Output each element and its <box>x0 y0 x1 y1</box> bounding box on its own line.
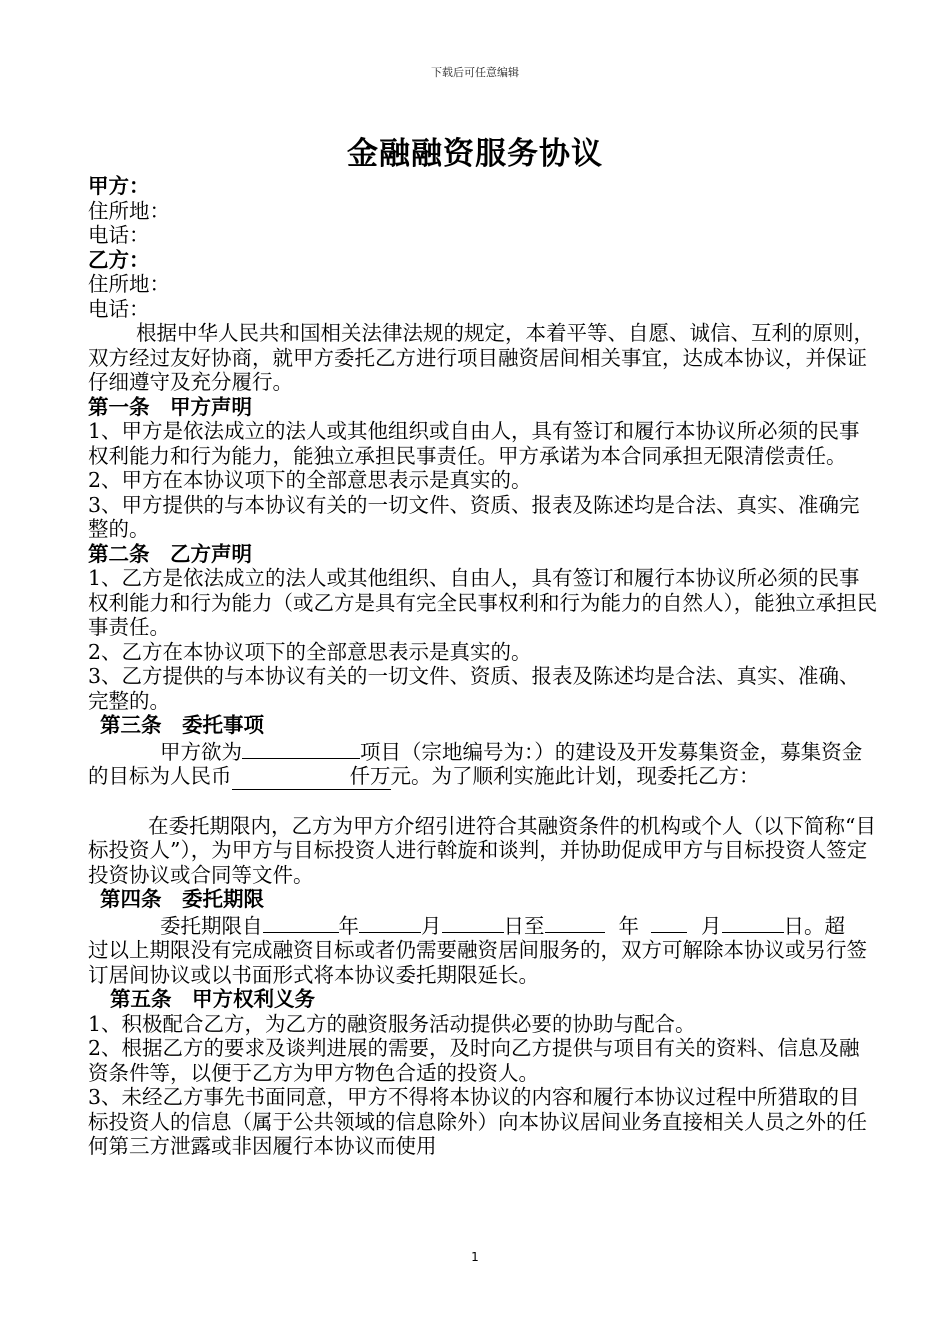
header-note: 下载后可任意编辑 <box>431 66 519 79</box>
end-month-blank <box>651 912 687 933</box>
amount-unit: 仟万 <box>349 764 391 788</box>
article-5-clause-3: 3、未经乙方事先书面同意，甲方不得将本协议的内容和履行本协议过程中所猎取的目标投资人的信息（属于公共领域的信息除外）向本协议居间业务直接相关人员之外的任何第三方泄露或非因履行本协议而使用 <box>88 1085 867 1158</box>
start-month-blank <box>359 912 421 933</box>
start-day-blank <box>442 912 504 933</box>
art3-text-d: 元。为了顺利实施此计划，现委托乙方： <box>390 764 760 788</box>
page-number: 1 <box>471 1250 479 1264</box>
party-b-label: 乙方： <box>88 247 150 272</box>
start-year-blank <box>263 912 339 933</box>
end-year-blank <box>545 912 605 933</box>
art4-month: 月 <box>421 913 442 938</box>
article-5-clause-1: 1、积极配合乙方，为乙方的融资服务活动提供必要的协助与配合。 <box>88 1011 696 1036</box>
article-3-title: 第三条 委托事项 <box>100 713 264 737</box>
article-3-paragraph-1 <box>88 738 878 790</box>
article-2-clause-3: 3、乙方提供的与本协议有关的一切文件、资质、报表及陈述均是合法、真实、准确、完整的。 <box>88 664 860 713</box>
party-a-phone: 电话： <box>88 223 150 247</box>
article-4-paragraph-2: 过以上期限没有完成融资目标或者仍需要融资居间服务的，双方可解除本协议或另行签订居间协议或以书面形式将本协议委托期限延长。 <box>88 938 867 987</box>
party-b-address: 住所地： <box>88 272 170 296</box>
party-a-address: 住所地： <box>88 198 170 223</box>
blank-line <box>88 790 878 814</box>
art3-text-b: 项目（宗地编号为：）的建设及开发募集资金，募集资金的目标为人民币 <box>88 739 863 788</box>
article-4-title: 第四条 委托期限 <box>100 887 264 911</box>
article-1-title: 第一条 甲方声明 <box>88 394 252 419</box>
end-day-blank <box>722 912 784 933</box>
project-name-blank <box>242 738 360 759</box>
art4-day-to: 日至 <box>503 913 545 938</box>
document-title: 金融融资服务协议 <box>347 136 603 172</box>
article-1-clause-3: 3、甲方提供的与本协议有关的一切文件、资质、报表及陈述均是合法、真实、准确完整的。 <box>88 492 860 541</box>
article-5-title: 第五条 甲方权利义务 <box>110 987 315 1011</box>
art4-month2: 月 <box>701 913 722 938</box>
article-2-clause-2: 2、乙方在本协议项下的全部意思表示是真实的。 <box>88 639 532 664</box>
art4-text-a: 委托期限自 <box>160 913 263 938</box>
art3-text-a: 甲方欲为 <box>160 739 242 764</box>
art4-year: 年 <box>338 913 359 938</box>
party-b-phone: 电话： <box>88 296 150 321</box>
article-2-clause-1: 1、乙方是依法成立的法人或其他组织、自由人，具有签订和履行本协议所必须的民事权利能力和行为能力（或乙方是具有完全民事权利和行为能力的自然人），能独立承担民事责任。 <box>88 566 878 639</box>
article-4-period-line <box>88 912 878 939</box>
article-1-clause-2: 2、甲方在本协议项下的全部意思表示是真实的。 <box>88 468 532 492</box>
article-1-clause-1: 1、甲方是依法成立的法人或其他组织或自由人，具有签订和履行本协议所必须的民事权利能力和行为能力，能独立承担民事责任。甲方承诺为本合同承担无限清偿责任。 <box>88 419 860 468</box>
art4-year2: 年 <box>618 913 639 938</box>
art4-end: 日。超 <box>783 913 845 938</box>
document-body <box>88 174 878 1159</box>
article-2-title: 第二条 乙方声明 <box>88 541 252 566</box>
party-a-label: 甲方： <box>88 174 150 198</box>
intro-paragraph: 根据中华人民共和国相关法律法规的规定，本着平等、自愿、诚信、互利的原则，双方经过友好协商，就甲方委托乙方进行项目融资居间相关事宜，达成本协议，并保证仔细遵守及充分履行。 <box>88 321 874 394</box>
article-5-clause-2: 2、根据乙方的要求及谈判进展的需要，及时向乙方提供与项目有关的资料、信息及融资条件等，以便于乙方为甲方物色合适的投资人。 <box>88 1036 860 1085</box>
article-3-paragraph-2: 在委托期限内，乙方为甲方介绍引进符合其融资条件的机构或个人（以下简称“目标投资人”），为甲方与目标投资人进行斡旋和谈判，并协助促成甲方与目标投资人签定投资协议或合同等文件。 <box>88 813 876 887</box>
amount-blank <box>232 764 391 790</box>
